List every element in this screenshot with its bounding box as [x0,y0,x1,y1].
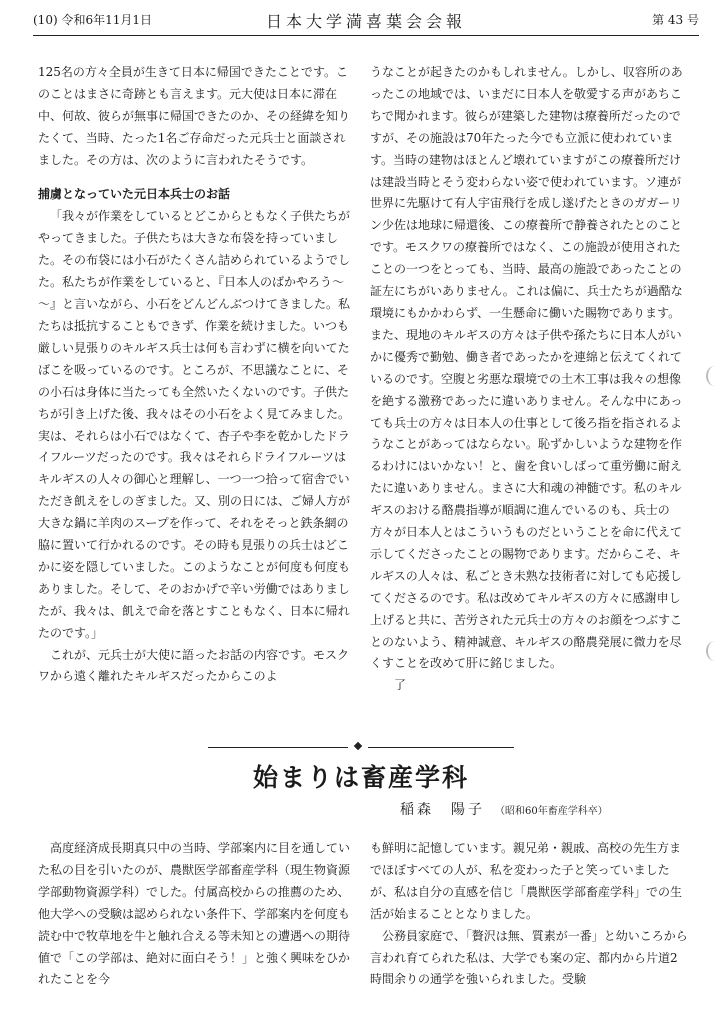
author-affiliation: （昭和60年畜産学科卒） [495,806,608,817]
article1-column-left [38,62,350,688]
article1-quote-paragraph: 「我々が作業をしているとどこからともなく子供たちがやってきました。子供たちは大きな布袋を持っていました。その布袋には小石がたくさん詰められているようでした。私たちが作業をしていると、『日本人のばかやろう～～』と言いながら、小石をどんどんぶつけてきました。私たちは抵抗することもできず、作業を続けました。いつも厳しい見張りのキルギス兵士は何も言わずに横を向いてたばこを吸っているのです。ところが、不思議なことに、その小石は身体に当たっても全然いたくないのです。子供たちが引き上げた後、我々はその小石をよく見てみました。実は、それらは小石ではなくて、杏子や李を乾かしたドライフルーツだったのです。我々はそれらドライフルーツはキルギスの人々の御心と理解し、一つ一つ拾って宿舎でいただき飢えをしのぎました。又、別の日には、ご婦人方が大きな鍋に羊肉のスープを作って、それをそっと鉄条網の脇に置いて行かれるのです。その時も見張りの兵士はどこかに姿を隠していました。このようなことが何度も何度もありました。そして、そのおかげで辛い労働ではありましたが、我々は、飢えで命を落とすこともなく、日本に帰れたのです。」 [38,209,351,640]
divider-diamond-icon [354,742,362,750]
article2-paragraph-1: 高度経済成長期真只中の当時、学部案内に目を通していた私の目を引いたのが、農獣医学部畜産学科（現生物資源学部動物資源学科）でした。付属高校からの推薦のため、他大学への受験は認められない条件下、学部案内を何度も読む中で牧草地を牛と触れ合える等未知との遭遇への期待値で「この学部は、絶対に面白そう！」と強く興味をひかれたことを今 [38,841,351,987]
article2-paragraph-3: 公務員家庭で、「贅沢は無、質素が一番」と幼いころから言われ育てられた私は、大学でも案の定、都内から片道2時間余りの通学を強いられました。受験 [370,928,688,987]
article2-column-left [38,838,350,991]
article2-paragraph-2: も鮮明に記憶しています。親兄弟・親戚、高校の先生方までほぼすべての人が、私を変わった子と笑っていましたが、私は自分の直感を信じ「農獣医学部畜産学科」での生活が始まることとなりました。 [370,841,683,921]
author-name: 稲森 陽子 [400,802,485,818]
article1-continued-paragraph: うなことが起きたのかもしれません。しかし、収容所のあったこの地域では、いまだに日本人を敬愛する声があちこちで聞かれます。彼らが建築した建物は療養所だったのですが、その施設は70年たった今でも立派に使われています。当時の建物はほとんど壊れていますがこの療養所だけは建設当時とそう変わらない姿で使われています。ソ連が世界に先駆けて有人宇宙飛行を成し遂げたときのガガーリン少佐は地球に帰還後、この療養所で静養されたとのことです。モスクワの療養所ではなく、この施設が使用されたことの一つをとっても、当時、最高の施設であったことの証左にちがいありません。これは偏に、兵士たちが過酷な環境にもかかわらず、一生懸命に働いた賜物であります。また、現地のキルギスの方々は子供や孫たちに日本人がいかに優秀で勤勉、働き者であったかを連綿と伝えてくれているのです。空腹と劣悪な環境での土木工事は我々の想像を絶する激務であったに違いありません。そんな中にあっても兵士の方々は日本人の仕事として後ろ指を指されるようなことがあってはならない。恥ずかしいような建物を作るわけにはいかない！と、歯を食いしばって重労働に耐えたに違いありません。まさに大和魂の神髄です。私のキルギスのおける酪農指導が順調に進んでいるのも、兵士の方々が日本人とはこういうものだということを命に代えて示してくださったことの賜物であります。だからこそ、キルギスの人々は、私ごとき未熟な技術者に対しても応援してくださるのです。私は改めてキルギスの方々に感謝申し上げると共に、苦労された元兵士の方々のお顔をつぶすことのないよう、精神誠意、キルギスの酪農発展に微力を尽くすことを改めて肝に銘じました。 [370,65,683,671]
publication-title: 日本大学満喜葉会会報 [265,12,466,31]
article1-subheading: 捕虜となっていた元日本兵士のお話 [38,186,231,201]
page-header [33,9,699,35]
binder-hole-lower [706,641,722,661]
article1-column-right [370,62,688,697]
article1-after-paragraph: これが、元兵士が大使に語ったお話の内容です。モスクワから遠く離れたキルギスだったからこのよ [38,647,350,684]
article1-end-mark: 了 [394,678,407,693]
issue-number: 第 43 号 [652,13,699,27]
article2-byline [400,799,700,819]
divider-line-right [368,747,514,748]
header-rule [33,35,699,36]
article-divider [208,743,514,753]
binder-hole-upper [706,366,722,386]
issue-date: (10) 令和6年11月1日 [33,13,152,27]
divider-line-left [208,747,348,748]
article2-column-right [370,838,688,991]
article1-intro-paragraph: 125名の方々全員が生きて日本に帰国できたことです。このことはまさに奇跡とも言えます。元大使は日本に滞在中、何故、彼らが無事に帰国できたのか、その経緯を知りたくて、当時、たった1名ご存命だった元兵士と面談されました。その方は、次のように言われたそうです。 [38,65,351,167]
article2-title: 始まりは畜産学科 [252,763,469,792]
